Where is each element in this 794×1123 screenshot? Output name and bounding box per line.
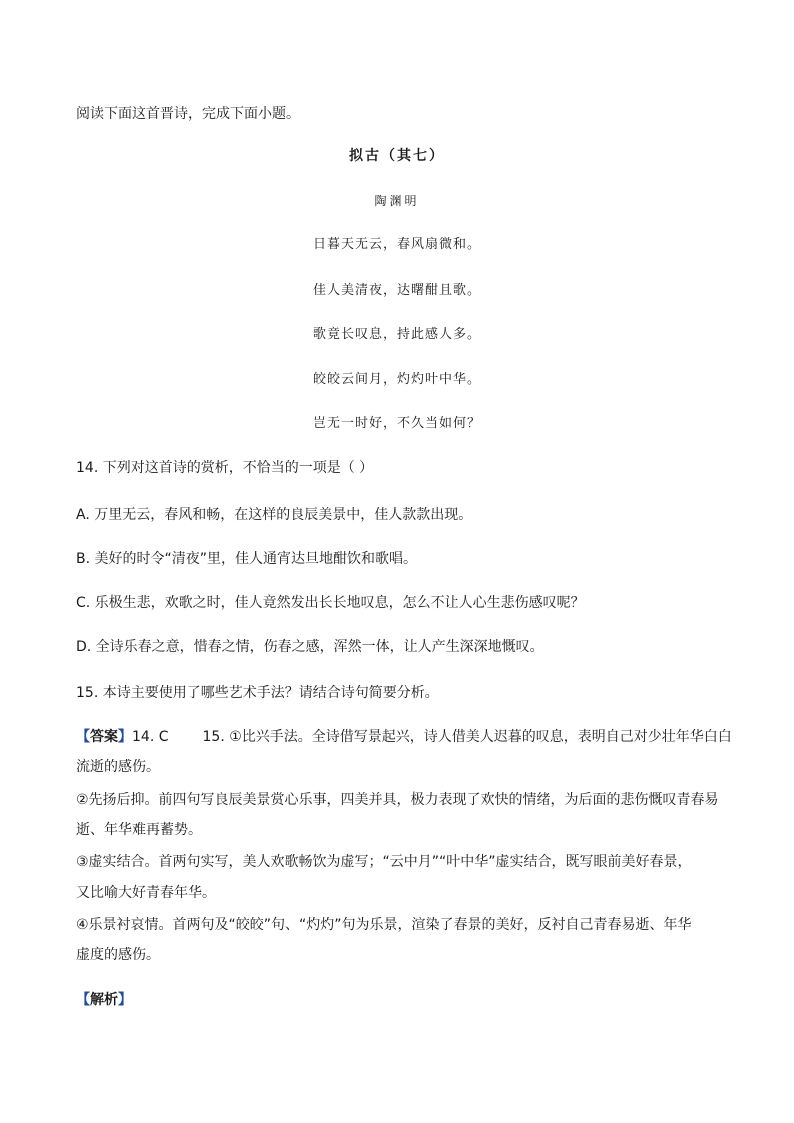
reading-instruction: 阅读下面这首晋诗，完成下面小题。 [76,106,300,122]
answer-q15-line: ②先扬后抑。前四句写良辰美景赏心乐事，四美并具，极力表现了欢快的情绪，为后面的悲伤慨叹青春易 [76,792,719,808]
question-14-stem: 14. 下列对这首诗的赏析，不恰当的一项是（ ） [76,460,374,476]
analysis-heading [76,990,132,1010]
poem-line: 歌竟长叹息，持此感人多。 [312,327,481,342]
answer-q15-line: 流逝的感伤。 [76,759,160,775]
poem-line: 岂无一时好，不久当如何？ [312,416,481,431]
question-14-option-b: B. 美好的时令“清夜”里，佳人通宵达旦地酣饮和歌唱。 [76,551,418,567]
answer-q14: 14. C [132,729,169,745]
poem-line: 皎皎云间月，灼灼叶中华。 [312,372,481,387]
poem-line: 佳人美清夜，达曙酣且歌。 [312,283,481,298]
answer-q15-line: 虚度的感伤。 [76,947,160,963]
analysis-label: 解析 [90,992,118,1008]
answer-q15-line: 逝、年华难再蓄势。 [76,822,202,838]
answer-q15-line: 又比喻大好青春年华。 [76,885,216,901]
answer-q15-line: ④乐景衬哀情。首两句及“皎皎”句、“灼灼”句为乐景，渲染了春景的美好，反衬自己青春易逝、年华 [76,917,692,933]
analysis-bracket-close: 】 [118,992,132,1008]
answer-q15-line: 15. ①比兴手法。全诗借写景起兴，诗人借美人迟暮的叹息，表明自己对少壮年华白白 [202,729,732,745]
poem-author: 陶渊明 [374,194,420,208]
question-14-option-d: D. 全诗乐春之意，惜春之情，伤春之感，浑然一体，让人产生深深地慨叹。 [76,639,544,655]
poem-title: 拟古（其七） [349,148,445,164]
question-14-option-c: C. 乐极生悲，欢歌之时，佳人竟然发出长长地叹息，怎么不让人心生悲伤感叹呢？ [76,595,585,611]
answer-first-line [76,727,732,747]
question-14-option-a: A. 万里无云，春风和畅，在这样的良辰美景中，佳人款款出现。 [76,507,473,523]
question-15-stem: 15. 本诗主要使用了哪些艺术手法？请结合诗句简要分析。 [76,685,439,701]
answer-label: 答案 [90,729,118,745]
analysis-bracket-open: 【 [76,992,90,1008]
answer-bracket-close: 】 [118,729,132,745]
answer-bracket-open: 【 [76,729,90,745]
answer-q15-line: ③虚实结合。首两句实写，美人欢歌畅饮为虚写；“云中月”“叶中华”虚实结合，既写眼前美好春景， [76,854,692,870]
poem-line: 日暮天无云，春风扇微和。 [312,237,481,252]
